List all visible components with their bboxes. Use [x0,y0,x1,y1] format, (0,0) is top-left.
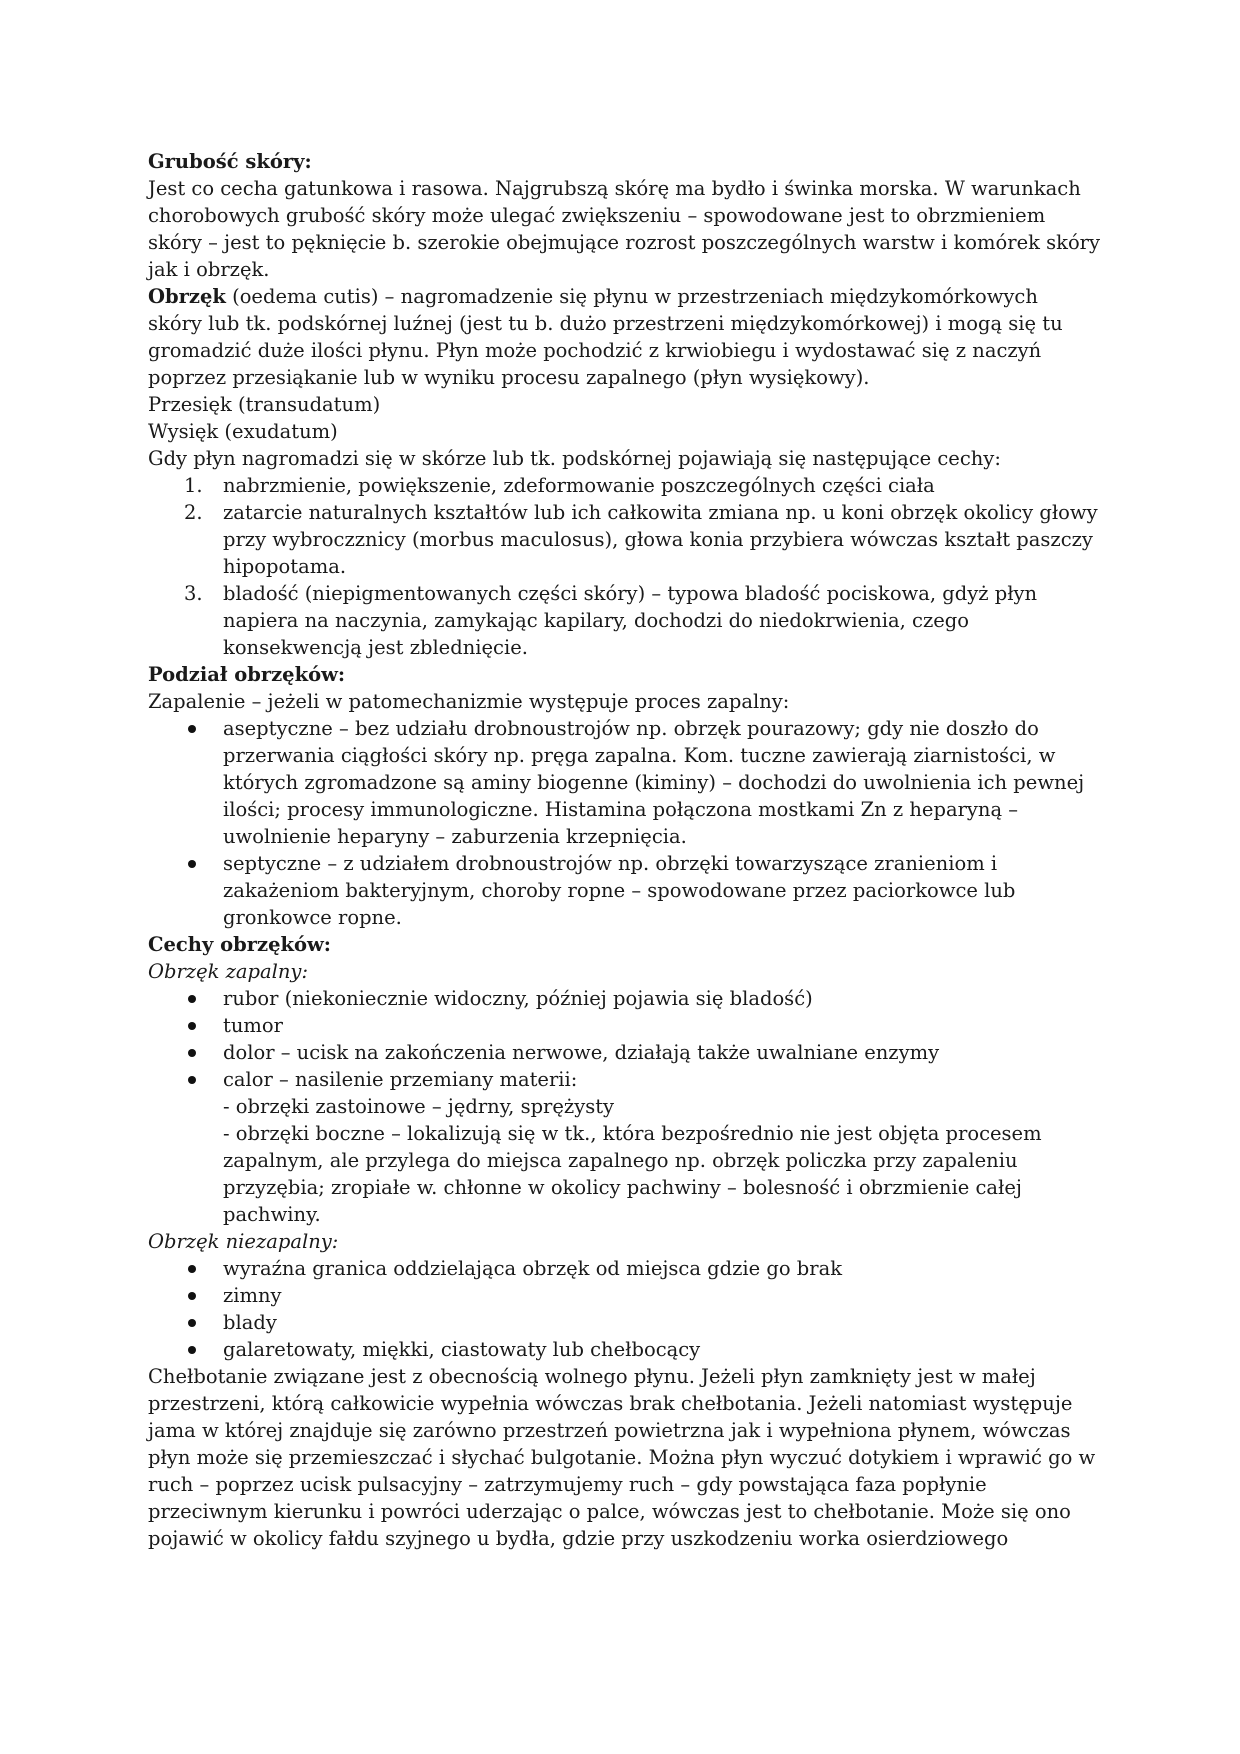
list-item [148,1309,1100,1336]
list-item-text: dolor – ucisk na zakończenia nerwowe, działają także uwalniane enzymy [223,1041,940,1064]
subheading-zapalny: Obrzęk zapalny: [148,960,309,983]
list-item-text: zapalnym, ale przylega do miejsca zapalnego np. obrzęk policzka przy zapaleniu [223,1149,1018,1172]
text-line: przestrzeni, którą całkowicie wypełnia wówczas brak chełbotania. Jeżeli natomiast występuje [148,1392,1073,1415]
list-number: 2. [184,501,203,524]
list-item-text: przyzębia; zropiałe w. chłonne w okolicy pachwiny – bolesność i obrzmienie całej [223,1176,1022,1199]
list-item [148,1336,1100,1363]
text-line: chorobowych grubość skóry może ulegać zwiększeniu – spowodowane jest to obrzmieniem [148,204,1046,227]
list-number: 1. [184,474,203,497]
text-line: jak i obrzęk. [148,258,270,281]
list-item [148,1282,1100,1309]
list-item [148,1039,1100,1066]
text-intro: Gdy płyn nagromadzi się w skórze lub tk. podskórnej pojawiają się następujące cechy: [148,447,1001,470]
list-item [148,850,1100,931]
text-intro: Zapalenie – jeżeli w patomechanizmie występuje proces zapalny: [148,690,790,713]
text-line: ruch – poprzez ucisk pulsacyjny – zatrzymujemy ruch – gdy powstająca faza popłynie [148,1473,987,1496]
list-item-text: ilości; procesy immunologiczne. Histamina połączona mostkami Zn z heparyną – [223,798,1019,821]
list-item-text: zimny [223,1284,282,1307]
list-item [148,580,1100,661]
list-item-text: - obrzęki zastoinowe – jędrny, sprężysty [223,1095,615,1118]
text-run: (oedema cutis) – nagromadzenie się płynu w przestrzeniach międzykomórkowych [225,285,1038,308]
list-item [148,472,1100,499]
list-item-text: uwolnienie heparyny – zaburzenia krzepnięcia. [223,825,687,848]
text-przesiek: Przesięk (transudatum) [148,393,381,416]
heading-grubosc: Grubość skóry: [148,150,312,173]
text-line: Jest co cecha gatunkowa i rasowa. Najgrubszą skórę ma bydło i świnka morska. W warunkach [148,177,1081,200]
text-wysiek: Wysięk (exudatum) [148,420,338,443]
text-line: pojawić w okolicy fałdu szyjnego u bydła, gdzie przy uszkodzeniu worka osierdziowego [148,1527,1009,1550]
list-item [148,1255,1100,1282]
list-item-text: zatarcie naturalnych kształtów lub ich całkowita zmiana np. u koni obrzęk okolicy głowy [223,501,1098,524]
list-item-text: tumor [223,1014,283,1037]
list-number: 3. [184,582,203,605]
text-line: jama w której znajduje się zarówno przestrzeń powietrzna jak i wypełniona płynem, wówczas [148,1419,1071,1442]
list-item-text: nabrzmienie, powiększenie, zdeformowanie poszczególnych części ciała [223,474,935,497]
list-item-text: rubor (niekoniecznie widoczny, później pojawia się bladość) [223,987,813,1010]
list-item-text: zakażeniom bakteryjnym, choroby ropne – spowodowane przez paciorkowce lub [223,879,1016,902]
list-item [148,499,1100,580]
list-item [148,1066,1100,1228]
paragraph-obrzek-first [148,283,1100,310]
list-item-text: blady [223,1311,277,1334]
list-item-text: gronkowce ropne. [223,906,402,929]
subheading-niezapalny: Obrzęk niezapalny: [148,1230,339,1253]
list-item-text: bladość (niepigmentowanych części skóry) – typowa bladość pociskowa, gdyż płyn [223,582,1038,605]
heading-podzial: Podział obrzęków: [148,663,346,686]
list-item-text: calor – nasilenie przemiany materii: [223,1068,578,1091]
term-obrzek: Obrzęk [148,285,226,308]
list-item [148,985,1100,1012]
list-item-text: septyczne – z udziałem drobnoustrojów np. obrzęki towarzyszące zranieniom i [223,852,998,875]
list-item-text: - obrzęki boczne – lokalizują się w tk., która bezpośrednio nie jest objęta procesem [223,1122,1042,1145]
text-line: przeciwnym kierunku i powróci uderzając o palce, wówczas jest to chełbotanie. Może się ono [148,1500,1071,1523]
list-item-text: przy wybroczznicy (morbus maculosus), głowa konia przybiera wówczas kształt paszczy [223,528,1093,551]
list-item-text: galaretowaty, miękki, ciastowaty lub chełbocący [223,1338,701,1361]
list-item-text: przerwania ciągłości skóry np. pręga zapalna. Kom. tuczne zawierają ziarnistości, w [223,744,1056,767]
list-item-text: aseptyczne – bez udziału drobnoustrojów np. obrzęk pourazowy; gdy nie doszło do [223,717,1039,740]
text-line: skóry lub tk. podskórnej luźnej (jest tu b. dużo przestrzeni międzykomórkowej) i mogą się tu [148,312,1063,335]
text-line: skóry – jest to pęknięcie b. szerokie obejmujące rozrost poszczególnych warstw i komórek skóry [148,231,1101,254]
text-line: płyn może się przemieszczać i słychać bulgotanie. Można płyn wyczuć dotykiem i wprawić go w [148,1446,1096,1469]
text-line: Chełbotanie związane jest z obecnością wolnego płynu. Jeżeli płyn zamknięty jest w małej [148,1365,1036,1388]
heading-cechy: Cechy obrzęków: [148,933,331,956]
list-item-text: których zgromadzone są aminy biogenne (kiminy) – dochodzi do uwolnienia ich pewnej [223,771,1085,794]
list-item [148,715,1100,850]
list-item [148,1012,1100,1039]
list-item-text: pachwiny. [223,1203,321,1226]
list-item-text: konsekwencją jest zblednięcie. [223,636,528,659]
list-item-text: napiera na naczynia, zamykając kapilary, dochodzi do niedokrwienia, czego [223,609,969,632]
list-item-text: wyraźna granica oddzielająca obrzęk od miejsca gdzie go brak [223,1257,843,1280]
list-item-text: hipopotama. [223,555,347,578]
text-line: poprzez przesiąkanie lub w wyniku procesu zapalnego (płyn wysiękowy). [148,366,870,389]
text-line: gromadzić duże ilości płynu. Płyn może pochodzić z krwiobiegu i wydostawać się z naczyń [148,339,1042,362]
